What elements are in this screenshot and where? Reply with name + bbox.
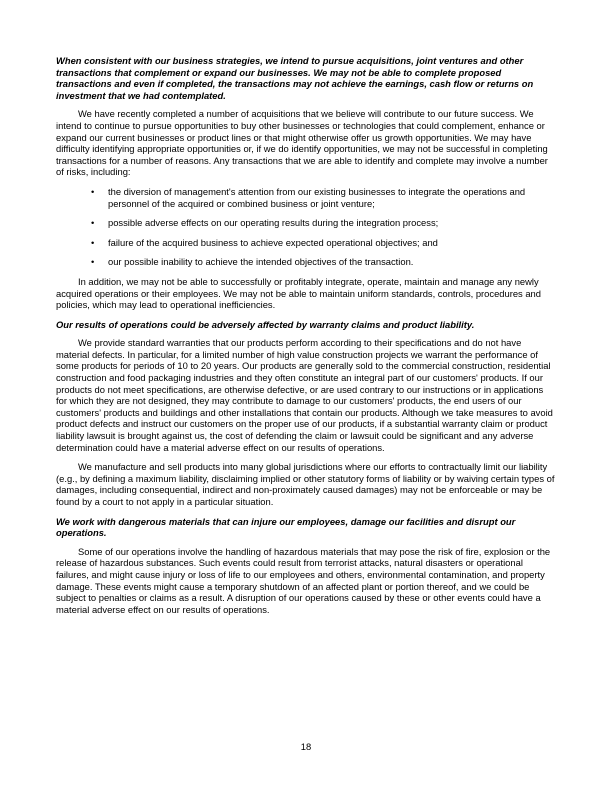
bullet-icon: •: [91, 217, 95, 229]
list-item: [56, 237, 556, 249]
bullet-icon: •: [91, 236, 95, 248]
section-heading-warranty: Our results of operations could be adversely affected by warranty claims and product liability.: [56, 318, 475, 330]
list-item-text: possible adverse effects on our operating results during the integration process;: [108, 217, 439, 229]
section-heading-acquisitions: When consistent with our business strategies, we intend to pursue acquisitions, joint ventures and other transactions that complement or expand our businesses. We may not be able to complete proposed transactions and even if completed, the transactions may not achieve the earnings, cash flow or returns on investment that we had contemplated.: [56, 55, 534, 101]
bullet-icon: •: [91, 256, 95, 268]
list-item-text: our possible inability to achieve the intended objectives of the transaction.: [108, 256, 414, 268]
list-item-text: failure of the acquired business to achieve expected operational objectives; and: [108, 236, 438, 248]
page-number: 18: [300, 741, 312, 752]
list-item: [56, 256, 556, 268]
list-item: [56, 186, 556, 209]
risk-bullet-list: [56, 186, 556, 268]
list-item: [56, 217, 556, 229]
list-item-text: the diversion of management's attention from our existing businesses to integrate the operations and personnel of the acquired or combined business or joint venture;: [108, 185, 526, 209]
paragraph-warranty-1: We provide standard warranties that our products perform according to their specifications and do not have material defects. In particular, for a limited number of high value construction projects we warrant the performance of some products for periods of 10 to 20 years. Our products are generally sold to the commercial construction, residential construction and food packaging industries and they often constitute an integral part of our customers' products. If our products do not meet specifications, are otherwise defective, or are used contrary to our instructions or in applications for which they are not designed, they may contribute to damage to our customers' products, the end users of our customers' products and buildings and other installations that contain our products. Although we take measures to avoid product defects and instruct our customers on the proper use of our products, if a substantial warranty claim or product liability lawsuit is brought against us, the cost of defending the claim or lawsuit could be significant and any adverse determination could have a material adverse effect on our results of operations.: [56, 337, 553, 453]
bullet-icon: •: [91, 185, 95, 197]
paragraph-acquisitions-closing: In addition, we may not be able to successfully or profitably integrate, operate, maintain and manage any newly acquired operations or their employees. We may not be able to maintain uniform standards, controls, procedures and policies, which may lead to operational inefficiencies.: [56, 275, 541, 311]
paragraph-dangerous-materials: Some of our operations involve the handling of hazardous materials that may pose the risk of fire, explosion or the release of hazardous substances. Such events could result from terrorist attacks, natural disasters or operational failures, and might cause injury or loss of life to our employees and others, environmental contamination, and property damage. These events might cause a temporary shutdown of an affected plant or portion thereof, and we could be subject to penalties or claims as a result. A disruption of our operations caused by these or other events could have a material adverse effect on our results of operations.: [56, 545, 551, 615]
paragraph-acquisitions-intro: We have recently completed a number of acquisitions that we believe will contribute to our future success. We intend to continue to pursue opportunities to buy other businesses or technologies that could complement, enhance or expand our current businesses or product lines or that might otherwise offer us growth opportunities. We may have difficulty identifying appropriate opportunities or, if we do identify opportunities, we may not be successful in completing transactions for a number of reasons. Any transactions that we are able to identify and complete may involve a number of risks, including:: [56, 108, 548, 178]
page-content: [56, 55, 556, 623]
section-heading-dangerous-materials: We work with dangerous materials that can injure our employees, damage our facilities and disrupt our operations.: [56, 515, 516, 539]
paragraph-warranty-2: We manufacture and sell products into many global jurisdictions where our efforts to contractually limit our liability (e.g., by defining a maximum liability, disclaiming implied or other statutory forms of liability or by waiving certain types of damages, including consequential, indirect and non-proximately caused damages) may not be enforceable or may be found by a court to not apply in a particular situation.: [56, 461, 555, 507]
